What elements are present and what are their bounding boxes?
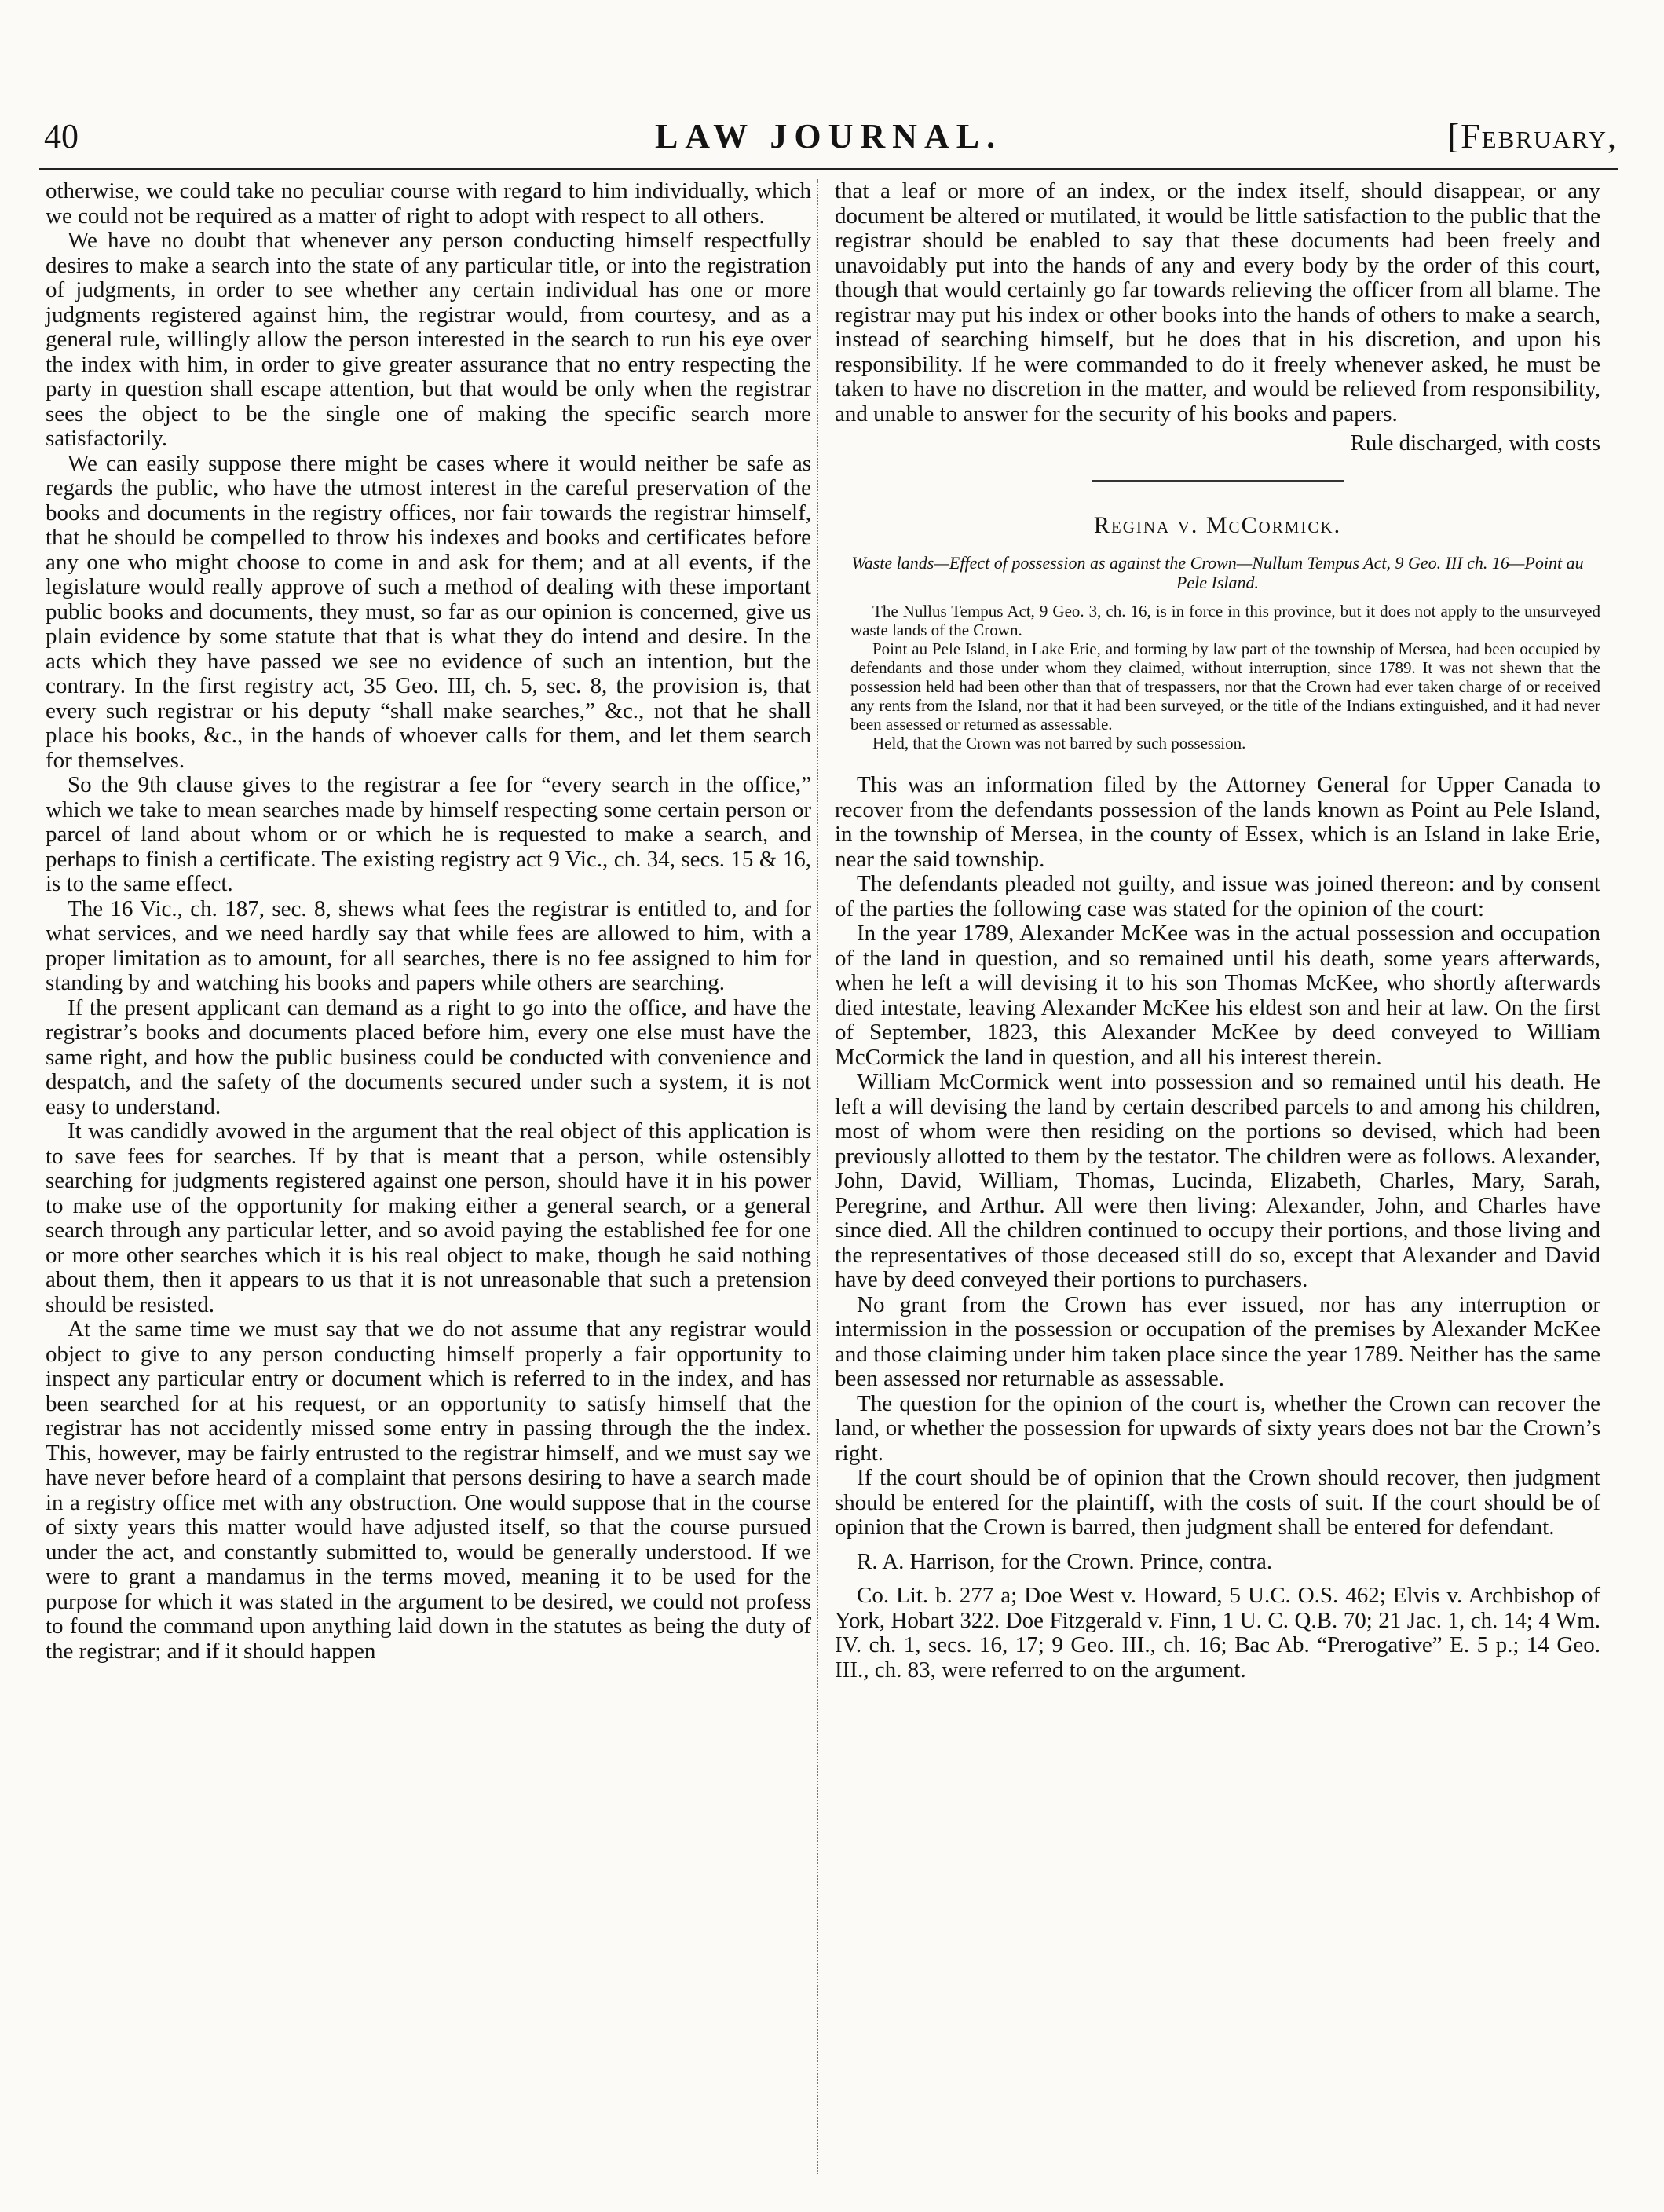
paragraph: The defendants pleaded not guilty, and issue was joined thereon: and by consent of the parties the following case was stated for the opinion of the court:	[835, 871, 1600, 921]
paragraph: It was candidly avowed in the argument that the real object of this application is to save fees for searches. If by that is meant that a person, while ostensibly searching for judgments registered against one person, should have it in his power to make use of the opportunity for making either a general search, or a general search through any particular letter, and so avoid paying the established fee for one or more other searches which it is his real object to make, though he said nothing about them, then it appears to us that it is not unreasonable that such a pretension should be resisted.	[46, 1119, 811, 1317]
paragraph: If the court should be of opinion that the Crown should recover, then judgment should be entered for the plaintiff, with the costs of suit. If the court should be of opinion that the Crown is barred, then judgment shall be entered for defendant.	[835, 1465, 1600, 1540]
judgment-line: Rule discharged, with costs	[1350, 430, 1600, 456]
month-label: [February,	[1447, 117, 1618, 156]
paragraph: William McCormick went into possession and so remained until his death. He left a will devising the land by certain described parcels to and among his children, most of whom were then residing on the portions so devised, which had been previously allotted to them by the testator. The children were as follows. Alexander, John, David, William, Thomas, Lucinda, Elizabeth, Charles, Mary, Sarah, Peregrine, and Arthur. All were then living: Alexander, John, and Charles have since died. All the children continued to occupy their portions, and those living and the representatives of those deceased still do so, except that Alexander and David have by deed conveyed their portions to purchasers.	[835, 1069, 1600, 1292]
section-rule	[1092, 480, 1344, 482]
paragraph: At the same time we must say that we do not assume that any registrar would object to give to any person conducting himself properly a fair opportunity to inspect any particular entry or document which is referred to in the index, and has been searched for at his request, or an opportunity to satisfy himself that the registrar has not accidently missed some entry in passing through the the index. This, however, may be fairly entrusted to the registrar himself, and we must say we have never before heard of a complaint that persons desiring to have a search made in a registry office met with any obstruction. One would suppose that in the course of sixty years this matter would have adjusted itself, so that the course pursued under the act, and constantly submitted to, would be generally understood. If we were to grant a mandamus in the terms moved, meaning it to be used for the purpose for which it was stated in the argument to be desired, we could not profess to found the command upon anything laid down in the statutes as being the duty of the registrar; and if it should happen	[46, 1317, 811, 1664]
spacer	[835, 1540, 1600, 1550]
page-number: 40	[44, 117, 79, 156]
paragraph: So the 9th clause gives to the registrar a fee for “every search in the office,” which we take to mean searches made by himself respecting some certain person or parcel of land about whom or or which he is requested to make a search, and perhaps to finish a certificate. The existing registry act 9 Vic., ch. 34, secs. 15 & 16, is to the same effect.	[46, 772, 811, 896]
right-column	[835, 179, 1600, 1683]
paragraph: No grant from the Crown has ever issued, nor has any interruption or intermission in the possession or occupation of the premises by Alexander McKee and those claiming under him taken place since the year 1789. Neither has the same been assessed nor returnable as assessable.	[835, 1291, 1600, 1391]
column-divider	[817, 179, 818, 2174]
paragraph: otherwise, we could take no peculiar course with regard to him individually, which we could not be required as a matter of right to adopt with respect to all others.	[46, 178, 811, 229]
counsel-line: R. A. Harrison, for the Crown. Prince, contra.	[857, 1548, 1273, 1574]
paragraph: The question for the opinion of the court is, whether the Crown can recover the land, or whether the possession for upwards of sixty years does not bar the Crown’s right.	[835, 1390, 1600, 1466]
paragraph: We can easily suppose there might be cases where it would neither be safe as regards the public, who have the utmost interest in the careful preservation of the books and documents in the registry offices, nor fair towards the registrar himself, that he should be compelled to throw his indexes and books and certificates before any one who might choose to come in and ask for them; and at all events, if the legislature would really approve of such a method of dealing with these important public books and documents, they must, so far as our opinion is concerned, give us plain evidence by some statute that that is what they do intend and desire. In the acts which they have passed we see no evidence of such an intention, but the contrary. In the first registry act, 35 Geo. III, ch. 5, sec. 8, the provision is, that every such registrar or his deputy “shall make searches,” &c., not that he shall place his books, &c., in the hands of whoever calls for them, and let them search for themselves.	[46, 450, 811, 773]
case-note: Point au Pele Island, in Lake Erie, and forming by law part of the township of Mersea, had been occupied by defendants and those under whom they claimed, without interruption, since 1789. It was not shewn that the possession held had been other than that of trespassers, nor that the Crown had ever taken charge of or received any rents from the Island, nor that it had been surveyed, or the title of the Indians extinguished, and it had never been assessed or returned as assessable.	[850, 639, 1600, 734]
paragraph: If the present applicant can demand as a right to go into the office, and have the registrar’s books and documents placed before him, every one else must have the same right, and how the public business could be conducted with convenience and despatch, and the safety of the documents secured under such a system, it is not easy to understand.	[46, 994, 811, 1119]
paragraph: We have no doubt that whenever any person conducting himself respectfully desires to make a search into the state of any particular title, or into the registration of judgments, in order to see whether any certain individual has one or more judgments registered against him, the registrar would, from courtesy, and as a general rule, willingly allow the person interested in the search to run his eye over the index with him, in order to give greater assurance that no entry respecting the party in question shall escape attention, but that would be only when the registrar sees the object to be the single one of making the specific search more satisfactorily.	[46, 228, 811, 451]
page-header	[39, 116, 1618, 160]
paragraph: The 16 Vic., ch. 187, sec. 8, shews what fees the registrar is entitled to, and for what services, and we need hardly say that while fees are allowed to him, with a proper limitation as to amount, for all searches, there is no fee assigned to him for standing by and watching his books and papers while others are searching.	[46, 895, 811, 995]
paragraph: In the year 1789, Alexander McKee was in the actual possession and occupation of the land in question, and so remained until his death, some years afterwards, when he left a will devising it to his son Thomas McKee, who shortly afterwards died intestate, leaving Alexander McKee his eldest son and heir at law. On the first of September, 1823, this Alexander McKee by deed conveyed to William McCormick the land in question, and all his interest therein.	[835, 921, 1600, 1070]
header-rule	[39, 168, 1618, 170]
case-headnote: Waste lands—Effect of possession as against the Crown—Nullum Tempus Act, 9 Geo. III ch. 16—Point au Pele Island.	[851, 553, 1584, 592]
paragraph: This was an information filed by the Attorney General for Upper Canada to recover from the defendants possession of the lands known as Point au Pele Island, in the township of Mersea, in the county of Essex, which is an Island in lake Erie, near the said township.	[835, 772, 1600, 872]
journal-title: LAW JOURNAL.	[654, 117, 1003, 156]
paragraph: that a leaf or more of an index, or the index itself, should disappear, or any document be altered or mutilated, it would be little satisfaction to the public that the registrar should be enabled to say that these documents had been freely and unavoidably put into the hands of any and every body by the order of this court, though that would certainly go far towards relieving the officer from all blame. The registrar may put his index or other books into the hands of others to make a search, instead of searching himself, but he does that in his discretion, and upon his responsibility. If he were commanded to do it freely whenever asked, he must be taken to have no discretion in the matter, and would be relieved from responsibility, and unable to answer for the security of his books and papers.	[835, 178, 1600, 427]
citations-paragraph: Co. Lit. b. 277 a; Doe West v. Howard, 5 U.C. O.S. 462; Elvis v. Archbishop of York, Hobart 322. Doe Fitzgerald v. Finn, 1 U. C. Q.B. 70; 21 Jac. 1, ch. 14; 4 Wm. IV. ch. 1, secs. 16, 17; 9 Geo. III., ch. 16; Bac Ab. “Prerogative” E. 5 p.; 14 Geo. III., ch. 83, were referred to on the argument.	[835, 1583, 1600, 1683]
case-title: Regina v. McCormick.	[1093, 511, 1342, 538]
left-column	[46, 179, 811, 1664]
case-note: The Nullus Tempus Act, 9 Geo. 3, ch. 16, is in force in this province, but it does not apply to the unsurveyed waste lands of the Crown.	[850, 602, 1600, 639]
case-note: Held, that the Crown was not barred by such possession.	[872, 734, 1246, 753]
